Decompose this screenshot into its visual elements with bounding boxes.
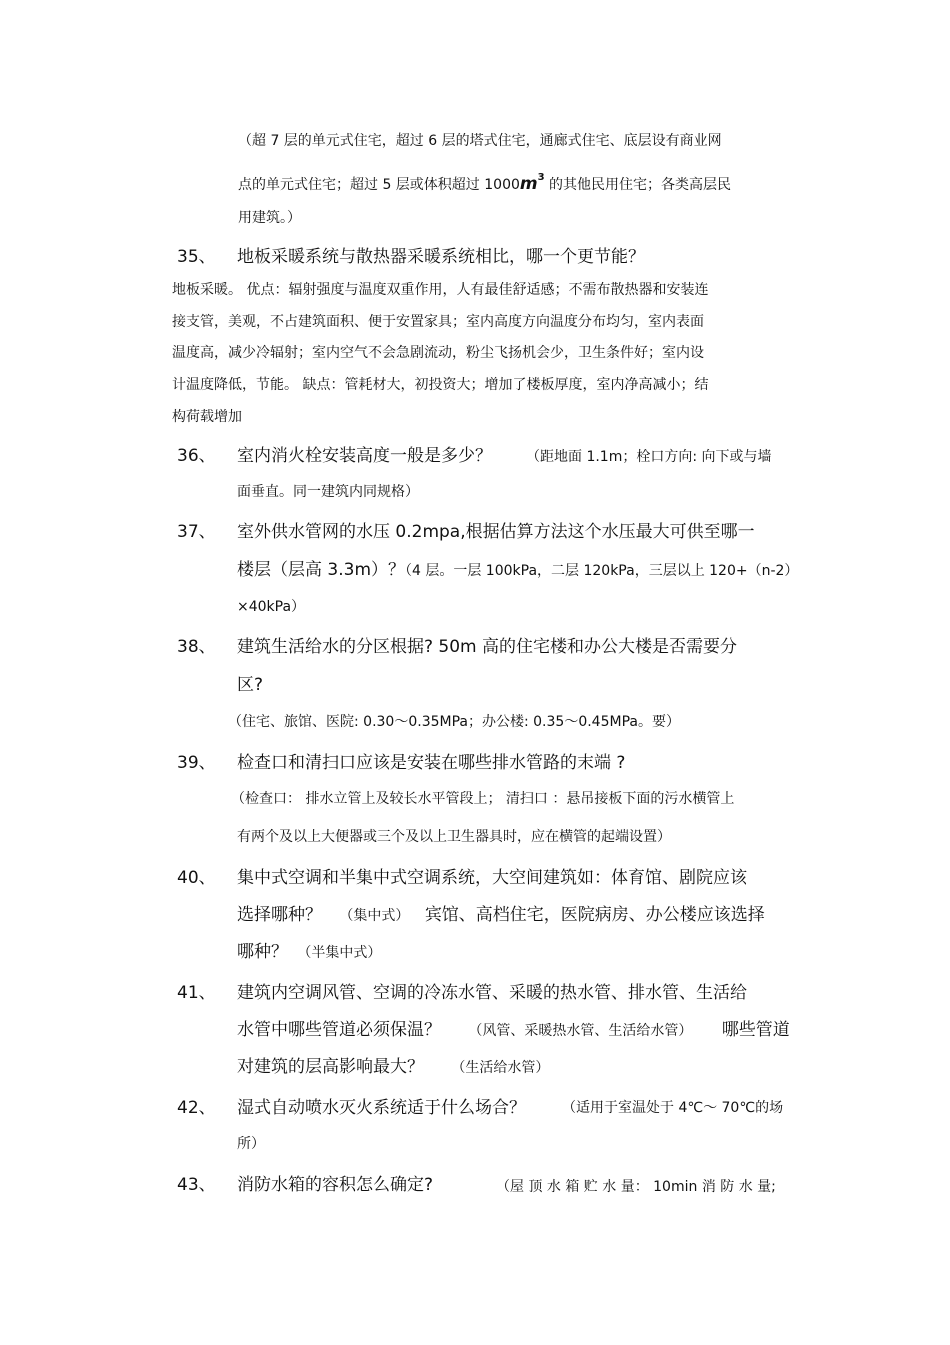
intro-line-1: （超 7 层的单元式住宅，超过 6 层的塔式住宅，通廊式住宅、底层设有商业网 <box>238 133 722 149</box>
answer-39-line-1: （检查口： 排水立管上及较长水平管段上； 清扫口 ：悬吊接板下面的污水横管上 <box>231 791 735 807</box>
question-40-line-2a: 选择哪种？ <box>237 905 322 925</box>
answer-41-b: （生活给水管） <box>451 1060 550 1076</box>
answer-41-a: （风管、采暖热水管、生活给水管） <box>468 1023 693 1039</box>
answer-36-line-2: 面垂直。同一建筑内同规格） <box>237 484 419 500</box>
question-36: 室内消火栓安装高度一般是多少？ <box>237 446 492 466</box>
question-37-line-1: 室外供水管网的水压 0.2mpa,根据估算方法这个水压最大可供至哪一 <box>237 522 755 542</box>
question-38-line-2: 区? <box>237 675 264 695</box>
question-number-37: 37、 <box>177 522 216 542</box>
answer-35-line-1: 地板采暖。 优点：辐射强度与温度双重作用，人有最佳舒适感；不需布散热器和安装连 <box>172 282 709 298</box>
question-40-line-3 <box>237 944 381 961</box>
answer-35-line-3: 温度高，减少冷辐射；室内空气不会急剧流动，粉尘飞扬机会少，卫生条件好；室内设 <box>172 345 704 361</box>
question-number-41: 41、 <box>177 983 216 1003</box>
cubic-exponent: 3 <box>537 172 545 183</box>
answer-38-line-1: （住宅、旅馆、医院: 0.30～0.35MPa；办公楼: 0.35～0.45MPa。要） <box>228 714 680 730</box>
intro-line-3: 用建筑。） <box>238 210 301 226</box>
answer-39-line-2: 有两个及以上大便器或三个及以上卫生器具时，应在横管的起端设置） <box>237 829 671 845</box>
intro-line-2 <box>238 173 731 193</box>
question-number-42: 42、 <box>177 1098 216 1118</box>
question-35: 地板采暖系统与散热器采暖系统相比，哪一个更节能？ <box>237 247 645 267</box>
question-38-line-1: 建筑生活给水的分区根据? 50m 高的住宅楼和办公大楼是否需要分 <box>237 637 738 657</box>
question-number-40: 40、 <box>177 868 216 888</box>
answer-35-line-2: 接支管，美观，不占建筑面积、便于安置家具；室内高度方向温度分布均匀，室内表面 <box>172 314 704 330</box>
answer-42-line-1: （适用于室温处于 4℃～ 70℃的场 <box>562 1100 784 1116</box>
intro-line-2a: 点的单元式住宅；超过 5 层或体积超过 1000 <box>238 177 520 193</box>
answer-40-a: （集中式） <box>339 908 410 924</box>
cubic-meter-unit: m <box>519 174 538 194</box>
question-41-line-3a: 对建筑的层高影响最大？ <box>237 1057 424 1077</box>
answer-40-b: （半集中式） <box>297 945 382 961</box>
question-40-line-2c: 宾馆、高档住宅，医院病房、办公楼应该选择 <box>424 905 765 925</box>
answer-37-line-2: ×40kPa） <box>237 599 306 615</box>
question-41-line-2a: 水管中哪些管道必须保温？ <box>237 1020 441 1040</box>
answer-35-line-5: 构荷载增加 <box>172 409 242 425</box>
question-41-line-2 <box>237 1022 790 1039</box>
question-number-38: 38、 <box>177 637 216 657</box>
question-41-line-2c: 哪些管道 <box>721 1020 790 1040</box>
question-39: 检查口和清扫口应该是安装在哪些排水管路的末端 ? <box>237 753 626 773</box>
question-41-line-1: 建筑内空调风管、空调的冷冻水管、采暖的热水管、排水管、生活给 <box>237 983 747 1003</box>
question-number-35: 35、 <box>177 247 216 267</box>
answer-37-line-1: （4 层。一层 100kPa，二层 120kPa，三层以上 120+（n-2） <box>398 563 799 579</box>
question-43: 消防水箱的容积怎么确定? <box>237 1175 434 1195</box>
question-number-43: 43、 <box>177 1175 216 1195</box>
question-41-line-3 <box>237 1059 549 1076</box>
question-number-39: 39、 <box>177 753 216 773</box>
answer-43-line-1: （屋 顶 水 箱 贮 水 量： 10min 消 防 水 量; <box>496 1179 776 1195</box>
answer-36-line-1: （距地面 1.1m；栓口方向: 向下或与墙 <box>526 449 772 465</box>
question-42: 湿式自动喷水灭火系统适于什么场合？ <box>237 1098 526 1118</box>
question-40-line-1: 集中式空调和半集中式空调系统，大空间建筑如：体育馆、剧院应该 <box>237 868 747 888</box>
question-37-line-2: 楼层（层高 3.3m）？ <box>237 560 405 580</box>
question-number-36: 36、 <box>177 446 216 466</box>
question-40-line-3a: 哪种？ <box>237 942 288 962</box>
answer-42-line-2: 所） <box>237 1136 265 1152</box>
answer-35-line-4: 计温度降低，节能。 缺点：管耗材大，初投资大；增加了楼板厚度，室内净高减小；结 <box>172 377 709 393</box>
question-40-line-2 <box>237 907 765 924</box>
intro-line-2b: 的其他民用住宅；各类高层民 <box>544 177 732 193</box>
